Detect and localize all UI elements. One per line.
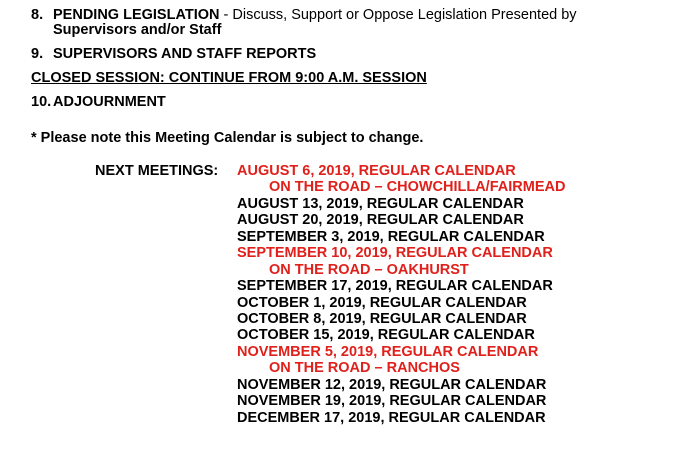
next-meetings-label: NEXT MEETINGS: [95,163,219,179]
meeting-date-line: NOVEMBER 5, 2019, REGULAR CALENDAR [237,343,539,360]
meeting-date-line: OCTOBER 15, 2019, REGULAR CALENDAR [237,327,535,344]
agenda-item-description: - Discuss, Support or Oppose Legislation Presented by [219,7,577,23]
agenda-item-8-continuation [53,22,221,38]
agenda-item-number: 8. [31,7,44,23]
meeting-location-line: ON THE ROAD – CHOWCHILLA/FAIRMEAD [269,179,566,196]
agenda-item-description: Supervisors and/or Staff [53,22,222,38]
calendar-note: * Please note this Meeting Calendar is subject to change. [31,130,424,146]
meeting-date-line: SEPTEMBER 10, 2019, REGULAR CALENDAR [237,245,553,262]
meeting-date-line: AUGUST 13, 2019, REGULAR CALENDAR [237,195,524,212]
meeting-date-line: DECEMBER 17, 2019, REGULAR CALENDAR [237,409,546,426]
meeting-date-line: AUGUST 6, 2019, REGULAR CALENDAR [237,163,516,179]
agenda-item-title: SUPERVISORS AND STAFF REPORTS [53,46,317,62]
agenda-item-title: PENDING LEGISLATION [53,7,220,23]
meeting-date-line: AUGUST 20, 2019, REGULAR CALENDAR [237,212,524,229]
meeting-date-line: OCTOBER 8, 2019, REGULAR CALENDAR [237,310,527,327]
meeting-date-line: OCTOBER 1, 2019, REGULAR CALENDAR [237,294,527,311]
meeting-location-line: ON THE ROAD – RANCHOS [269,360,460,377]
agenda-item-9 [31,46,316,62]
agenda-item-number: 10. [31,94,52,110]
next-meetings-list [237,163,565,426]
agenda-item-8 [31,7,577,23]
closed-session-heading: CLOSED SESSION: CONTINUE FROM 9:00 A.M. SESSION [31,70,427,86]
agenda-item-title: ADJOURNMENT [53,94,166,110]
meeting-date-line: SEPTEMBER 3, 2019, REGULAR CALENDAR [237,228,545,245]
agenda-item-number: 9. [31,46,44,62]
meeting-date-line: NOVEMBER 19, 2019, REGULAR CALENDAR [237,393,547,410]
meeting-date-line: NOVEMBER 12, 2019, REGULAR CALENDAR [237,376,547,393]
meeting-location-line: ON THE ROAD – OAKHURST [269,261,469,278]
agenda-item-10 [31,94,166,110]
meeting-date-line: SEPTEMBER 17, 2019, REGULAR CALENDAR [237,278,553,295]
